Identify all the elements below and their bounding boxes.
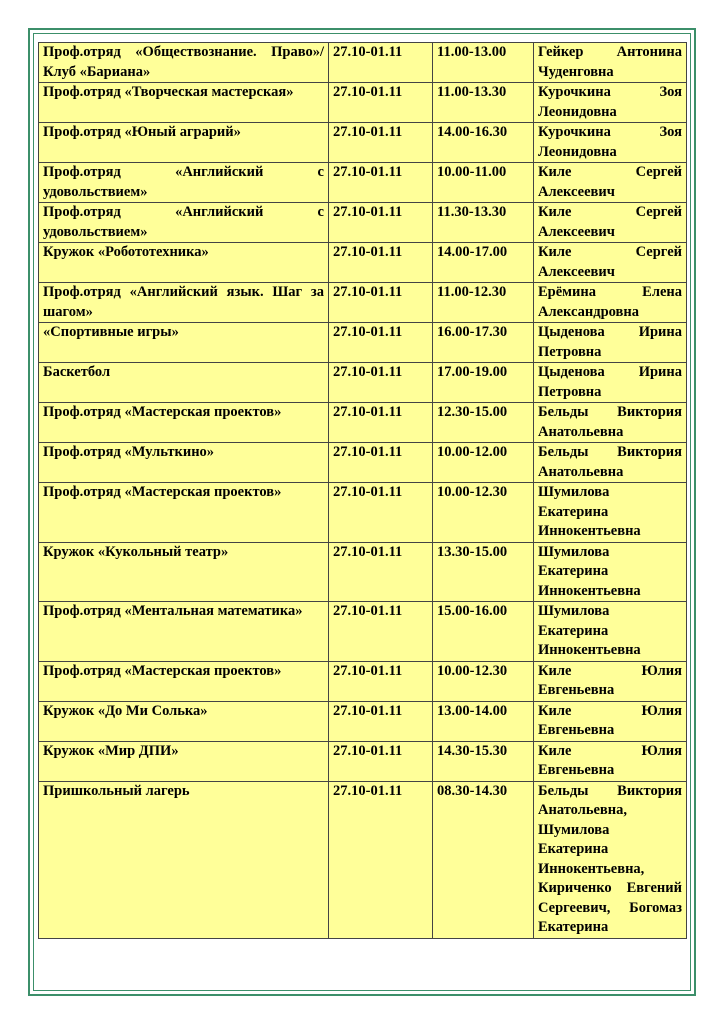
time-cell: 10.00-12.30 bbox=[433, 661, 534, 701]
table-row bbox=[39, 363, 687, 403]
table-row bbox=[39, 443, 687, 483]
time-cell: 11.00-13.30 bbox=[433, 83, 534, 123]
time-cell: 15.00-16.00 bbox=[433, 602, 534, 662]
tutor-cell: Киле Юлия Евгеньевна bbox=[534, 661, 687, 701]
activity-name-cell: Проф.отряд «Мульткино» bbox=[39, 443, 329, 483]
time-cell: 14.00-17.00 bbox=[433, 243, 534, 283]
dates-cell: 27.10-01.11 bbox=[329, 701, 433, 741]
dates-cell: 27.10-01.11 bbox=[329, 43, 433, 83]
activity-name-cell: Кружок «До Ми Солька» bbox=[39, 701, 329, 741]
dates-cell: 27.10-01.11 bbox=[329, 123, 433, 163]
dates-cell: 27.10-01.11 bbox=[329, 363, 433, 403]
tutor-cell: Бельды Виктория Анатольевна, Шумилова Екатерина Иннокентьевна, Кириченко Евгений Сергеевич, Богомаз Екатерина bbox=[534, 781, 687, 938]
dates-cell: 27.10-01.11 bbox=[329, 781, 433, 938]
table-row bbox=[39, 741, 687, 781]
dates-cell: 27.10-01.11 bbox=[329, 323, 433, 363]
tutor-cell: Бельды Виктория Анатольевна bbox=[534, 443, 687, 483]
activity-name-cell: Проф.отряд «Юный аграрий» bbox=[39, 123, 329, 163]
tutor-cell: Киле Сергей Алексеевич bbox=[534, 243, 687, 283]
tutor-cell: Киле Юлия Евгеньевна bbox=[534, 741, 687, 781]
table-row bbox=[39, 701, 687, 741]
time-cell: 17.00-19.00 bbox=[433, 363, 534, 403]
time-cell: 08.30-14.30 bbox=[433, 781, 534, 938]
tutor-cell: Курочкина Зоя Леонидовна bbox=[534, 83, 687, 123]
time-cell: 14.00-16.30 bbox=[433, 123, 534, 163]
time-cell: 13.30-15.00 bbox=[433, 542, 534, 602]
tutor-cell: Киле Сергей Алексеевич bbox=[534, 163, 687, 203]
tutor-cell: Шумилова Екатерина Иннокентьевна bbox=[534, 542, 687, 602]
activity-name-cell: Проф.отряд «Творческая мастерская» bbox=[39, 83, 329, 123]
activity-name-cell: Кружок «Кукольный театр» bbox=[39, 542, 329, 602]
activity-name-cell: Проф.отряд «Мастерская проектов» bbox=[39, 661, 329, 701]
activity-name-cell: Кружок «Мир ДПИ» bbox=[39, 741, 329, 781]
activity-name-cell: Проф.отряд «Мастерская проектов» bbox=[39, 403, 329, 443]
time-cell: 10.00-11.00 bbox=[433, 163, 534, 203]
table-row bbox=[39, 483, 687, 543]
tutor-cell: Шумилова Екатерина Иннокентьевна bbox=[534, 483, 687, 543]
table-row bbox=[39, 163, 687, 203]
table-row bbox=[39, 203, 687, 243]
table-row bbox=[39, 661, 687, 701]
time-cell: 10.00-12.00 bbox=[433, 443, 534, 483]
time-cell: 11.00-13.00 bbox=[433, 43, 534, 83]
activity-name-cell: «Спортивные игры» bbox=[39, 323, 329, 363]
time-cell: 14.30-15.30 bbox=[433, 741, 534, 781]
activity-name-cell: Проф.отряд «Обществознание. Право»/Клуб «Бариана» bbox=[39, 43, 329, 83]
activity-name-cell: Проф.отряд «Английский с удовольствием» bbox=[39, 203, 329, 243]
table-row bbox=[39, 123, 687, 163]
tutor-cell: Цыденова Ирина Петровна bbox=[534, 323, 687, 363]
dates-cell: 27.10-01.11 bbox=[329, 741, 433, 781]
table-row bbox=[39, 602, 687, 662]
dates-cell: 27.10-01.11 bbox=[329, 403, 433, 443]
activity-name-cell: Проф.отряд «Ментальная математика» bbox=[39, 602, 329, 662]
table-row bbox=[39, 283, 687, 323]
tutor-cell: Ерёмина Елена Александровна bbox=[534, 283, 687, 323]
table-row bbox=[39, 403, 687, 443]
table-row bbox=[39, 83, 687, 123]
table-row bbox=[39, 323, 687, 363]
time-cell: 12.30-15.00 bbox=[433, 403, 534, 443]
schedule-body bbox=[39, 43, 687, 939]
tutor-cell: Киле Юлия Евгеньевна bbox=[534, 701, 687, 741]
activity-name-cell: Баскетбол bbox=[39, 363, 329, 403]
activity-name-cell: Пришкольный лагерь bbox=[39, 781, 329, 938]
dates-cell: 27.10-01.11 bbox=[329, 203, 433, 243]
table-row bbox=[39, 781, 687, 938]
activity-name-cell: Проф.отряд «Английский язык. Шаг за шагом» bbox=[39, 283, 329, 323]
activity-name-cell: Проф.отряд «Английский с удовольствием» bbox=[39, 163, 329, 203]
dates-cell: 27.10-01.11 bbox=[329, 83, 433, 123]
time-cell: 16.00-17.30 bbox=[433, 323, 534, 363]
tutor-cell: Курочкина Зоя Леонидовна bbox=[534, 123, 687, 163]
dates-cell: 27.10-01.11 bbox=[329, 542, 433, 602]
dates-cell: 27.10-01.11 bbox=[329, 661, 433, 701]
time-cell: 11.30-13.30 bbox=[433, 203, 534, 243]
activity-name-cell: Проф.отряд «Мастерская проектов» bbox=[39, 483, 329, 543]
table-row bbox=[39, 43, 687, 83]
time-cell: 11.00-12.30 bbox=[433, 283, 534, 323]
tutor-cell: Шумилова Екатерина Иннокентьевна bbox=[534, 602, 687, 662]
dates-cell: 27.10-01.11 bbox=[329, 163, 433, 203]
table-row bbox=[39, 243, 687, 283]
dates-cell: 27.10-01.11 bbox=[329, 602, 433, 662]
tutor-cell: Киле Сергей Алексеевич bbox=[534, 203, 687, 243]
schedule-table bbox=[38, 42, 687, 939]
dates-cell: 27.10-01.11 bbox=[329, 283, 433, 323]
dates-cell: 27.10-01.11 bbox=[329, 243, 433, 283]
tutor-cell: Бельды Виктория Анатольевна bbox=[534, 403, 687, 443]
tutor-cell: Гейкер Антонина Чуденговна bbox=[534, 43, 687, 83]
activity-name-cell: Кружок «Робототехника» bbox=[39, 243, 329, 283]
dates-cell: 27.10-01.11 bbox=[329, 443, 433, 483]
table-row bbox=[39, 542, 687, 602]
time-cell: 10.00-12.30 bbox=[433, 483, 534, 543]
dates-cell: 27.10-01.11 bbox=[329, 483, 433, 543]
tutor-cell: Цыденова Ирина Петровна bbox=[534, 363, 687, 403]
time-cell: 13.00-14.00 bbox=[433, 701, 534, 741]
